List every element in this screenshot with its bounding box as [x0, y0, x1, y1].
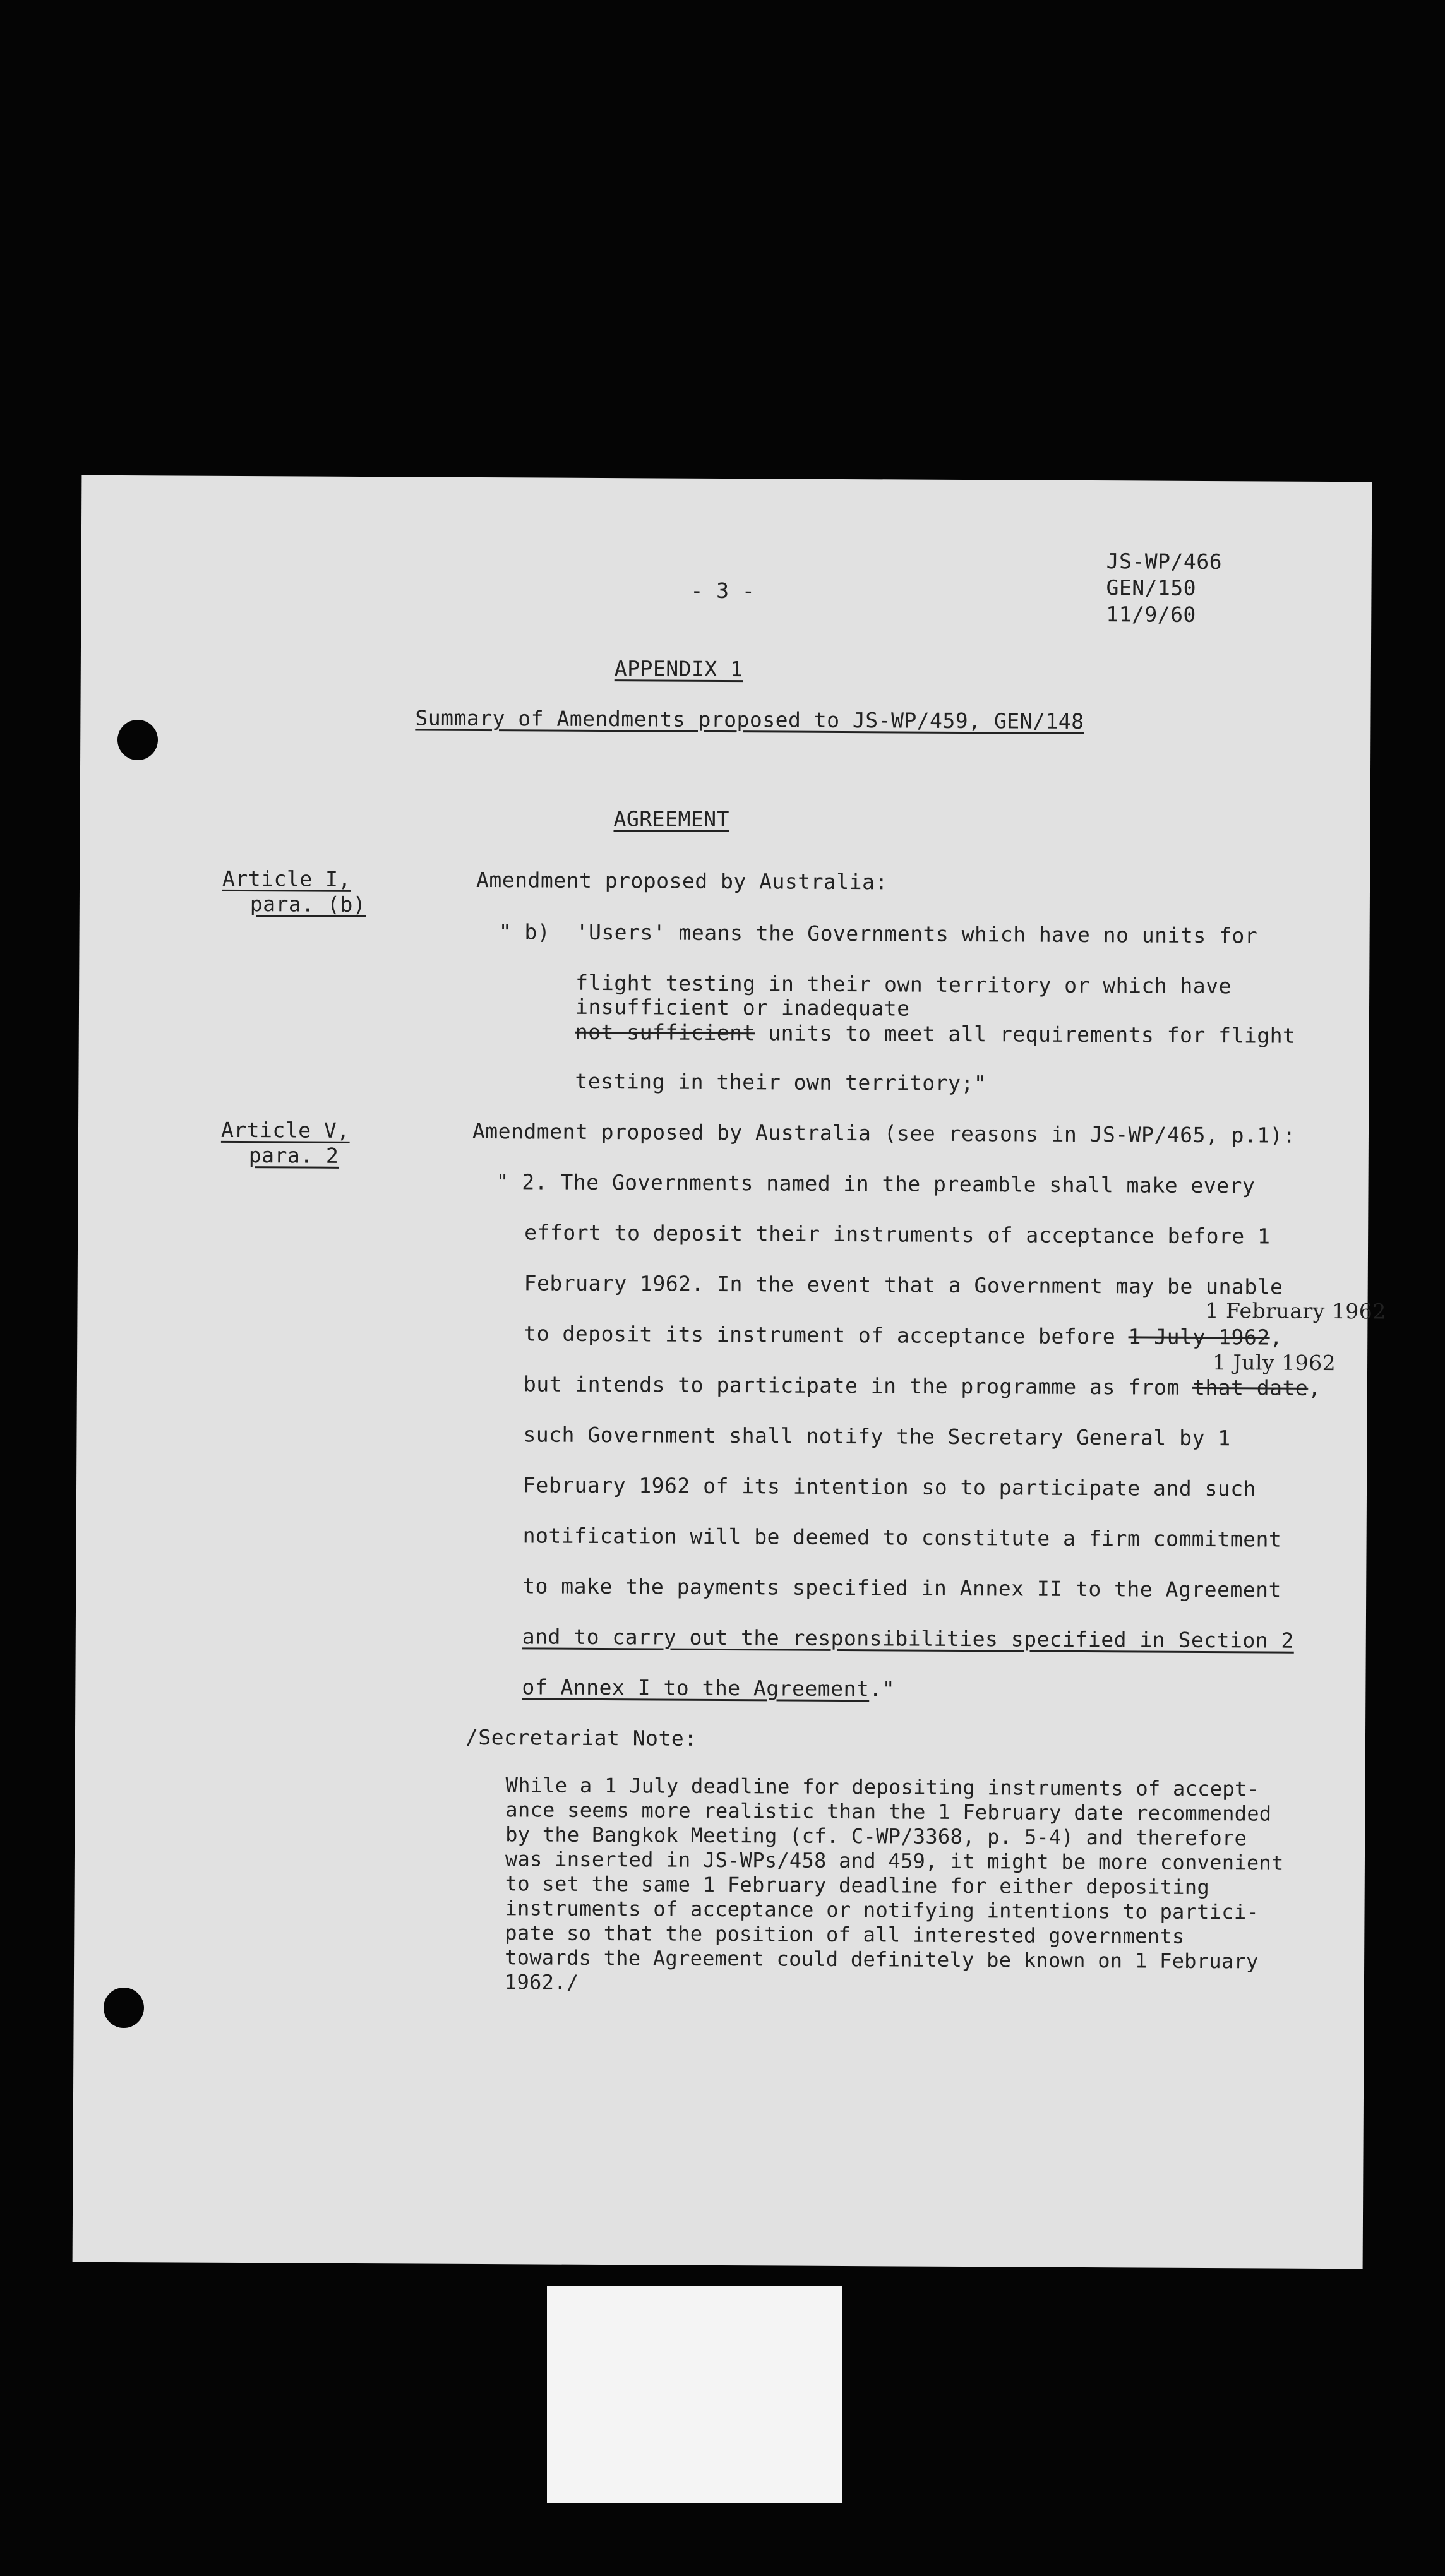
note-line: was inserted in JS-WPs/458 and 459, it might be more convenient — [505, 1847, 1284, 1875]
article-1-intro: Amendment proposed by Australia: — [476, 867, 888, 895]
article-1-line: 'Users' means the Governments which have no units for — [575, 919, 1258, 948]
article-5-inserted-date: 1 February 1962 — [1205, 1298, 1386, 1324]
article-1-line-rest: units to meet all requirements for flight — [755, 1020, 1296, 1048]
article-5-line: to make the payments specified in Annex II to the Agreement — [522, 1573, 1282, 1602]
article-5-line-underlined: of Annex I to the Agreement — [522, 1674, 870, 1702]
article-5-struck-text: that date — [1192, 1374, 1309, 1400]
note-line: by the Bangkok Meeting (cf. C-WP/3368, p. 5-4) and therefore — [505, 1822, 1247, 1851]
article-1-line: flight testing in their own territory or which have — [575, 970, 1232, 999]
note-line: instruments of acceptance or notifying intentions to partici- — [505, 1896, 1259, 1924]
note-line: pate so that the position of all interested governments — [505, 1921, 1185, 1948]
appendix-title: APPENDIX 1 — [614, 656, 743, 682]
article-5-line: but intends to participate in the programme as from that date, — [523, 1371, 1321, 1400]
article-5-inserted-date: 1 July 1962 — [1212, 1350, 1336, 1376]
note-line: While a 1 July deadline for depositing instruments of accept- — [505, 1773, 1260, 1801]
article-5-struck-text: 1 July 1962 — [1128, 1324, 1270, 1350]
punch-hole — [104, 1988, 144, 2028]
article-1-label: Article I, — [222, 866, 351, 891]
secretariat-note-heading: /Secretariat Note: — [465, 1724, 697, 1751]
document-page — [73, 475, 1386, 2269]
article-5-intro: Amendment proposed by Australia (see reasons in JS-WP/465, p.1): — [472, 1118, 1296, 1148]
note-line: 1962./ — [504, 1970, 579, 1995]
reference-gen: GEN/150 — [1106, 575, 1197, 600]
note-line: ance seems more realistic than the 1 February date recommended — [505, 1798, 1272, 1826]
article-5-line-underlined: and to carry out the responsibilities specified in Section 2 — [522, 1624, 1294, 1653]
article-1-line — [575, 1020, 1296, 1049]
section-heading: AGREEMENT — [613, 806, 729, 832]
article-5-line: of Annex I to the Agreement." — [522, 1674, 896, 1702]
note-bracket: / — [465, 1724, 479, 1750]
note-line: to set the same 1 February deadline for either depositing — [505, 1871, 1210, 1900]
article-1-clause-mark: " b) — [498, 919, 551, 945]
article-5-line: effort to deposit their instruments of acceptance before 1 — [524, 1220, 1271, 1249]
article-5-line: to deposit its instrument of acceptance before 1 July 1962, — [524, 1321, 1283, 1350]
page-number: - 3 - — [690, 578, 755, 604]
blank-slip — [547, 2286, 842, 2503]
article-1-inserted-text: insufficient or inadequate — [575, 994, 910, 1021]
article-5-line: " 2. The Governments named in the preamble shall make every — [496, 1169, 1256, 1198]
article-5-para-label: para. 2 — [248, 1143, 339, 1168]
article-5-line: such Government shall notify the Secretary General by 1 — [523, 1422, 1231, 1451]
reference-date: 11/9/60 — [1106, 602, 1196, 627]
article-1-para-label: para. (b) — [249, 891, 366, 917]
summary-subtitle: Summary of Amendments proposed to JS-WP/459, GEN/148 — [415, 705, 1084, 734]
punch-hole — [117, 720, 158, 760]
article-5-line: February 1962. In the event that a Government may be unable — [524, 1270, 1283, 1299]
note-line: towards the Agreement could definitely be known on 1 February — [505, 1945, 1259, 1974]
article-5-line: notification will be deemed to constitute a firm commitment — [522, 1523, 1282, 1552]
article-5-label: Article V, — [220, 1117, 350, 1143]
article-1-line: testing in their own territory;" — [575, 1068, 987, 1096]
reference-number: JS-WP/466 — [1106, 549, 1223, 575]
article-1-struck-text: not sufficient — [575, 1019, 756, 1046]
article-5-line: February 1962 of its intention so to participate and such — [522, 1472, 1257, 1501]
